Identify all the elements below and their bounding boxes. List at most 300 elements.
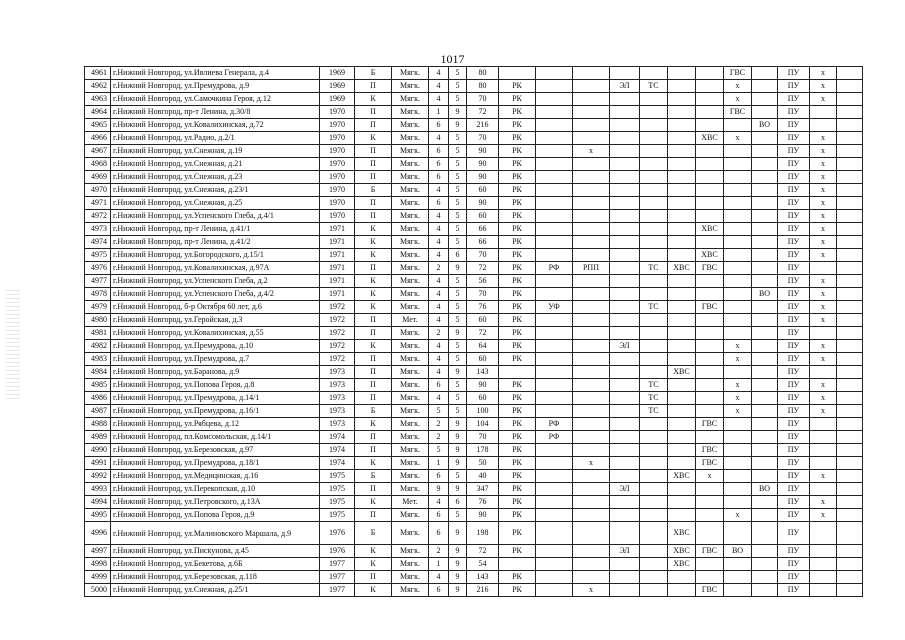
cell-floors: 5 <box>449 405 467 418</box>
table-row <box>85 80 863 93</box>
cell-mark-ts: ТС <box>640 392 668 405</box>
cell-mark-rk: РК <box>499 80 536 93</box>
table-row <box>85 145 863 158</box>
cell-mark-vo: ВО <box>752 119 778 132</box>
cell-mark-rf <box>536 470 573 483</box>
cell-row-number: 4995 <box>85 509 111 522</box>
cell-mark-gvs <box>696 431 724 444</box>
table-row <box>85 571 863 584</box>
cell-mark-x: х <box>724 132 752 145</box>
cell-mark-rk: РК <box>499 457 536 470</box>
cell-row-number: 4963 <box>85 93 111 106</box>
cell-mark-rpp <box>573 571 610 584</box>
cell-mark-pu: ПУ <box>778 392 810 405</box>
cell-mark-rk: РК <box>499 496 536 509</box>
cell-mark-x: х <box>724 392 752 405</box>
cell-mark-gvs <box>696 392 724 405</box>
building-register-table <box>84 66 863 597</box>
cell-floors: 5 <box>449 171 467 184</box>
cell-roof-type: Мягк. <box>392 327 429 340</box>
cell-year: 1975 <box>320 470 355 483</box>
cell-mark-gvs <box>696 340 724 353</box>
cell-mark-x <box>724 275 752 288</box>
cell-mark-hvs: ХВС <box>668 262 696 275</box>
cell-floors-entrances: 6 <box>429 522 449 545</box>
cell-mark-rk: РК <box>499 571 536 584</box>
table-row <box>85 158 863 171</box>
cell-floors-entrances: 4 <box>429 67 449 80</box>
cell-wall-material: П <box>355 483 392 496</box>
cell-floors: 5 <box>449 210 467 223</box>
cell-apartments: 80 <box>467 80 499 93</box>
cell-mark-el <box>610 288 640 301</box>
cell-mark-rpp <box>573 197 610 210</box>
table-row <box>85 558 863 571</box>
cell-mark-gvs: ГВС <box>696 457 724 470</box>
cell-mark-el <box>610 353 640 366</box>
cell-mark-ts: ТС <box>640 301 668 314</box>
cell-empty <box>837 509 863 522</box>
cell-mark-x: х <box>724 379 752 392</box>
cell-floors-entrances: 4 <box>429 314 449 327</box>
cell-empty <box>837 197 863 210</box>
cell-row-number: 4974 <box>85 236 111 249</box>
cell-mark-hvs <box>668 301 696 314</box>
cell-mark-rf <box>536 558 573 571</box>
cell-year: 1975 <box>320 509 355 522</box>
cell-mark-x-2: х <box>810 314 837 327</box>
cell-floors-entrances: 2 <box>429 327 449 340</box>
cell-mark-rk: РК <box>499 132 536 145</box>
cell-floors: 9 <box>449 522 467 545</box>
cell-mark-hvs <box>668 405 696 418</box>
cell-roof-type: Мягк. <box>392 119 429 132</box>
cell-row-number: 4993 <box>85 483 111 496</box>
cell-mark-gvs: ХВС <box>696 132 724 145</box>
cell-mark-rpp <box>573 184 610 197</box>
cell-apartments: 90 <box>467 171 499 184</box>
cell-mark-ts <box>640 158 668 171</box>
cell-mark-ts <box>640 584 668 597</box>
cell-address: г.Нижний Новгород, ул.Премудрова, д.14/1 <box>111 392 320 405</box>
cell-mark-ts <box>640 119 668 132</box>
cell-roof-type: Мет. <box>392 496 429 509</box>
cell-wall-material: Б <box>355 67 392 80</box>
cell-apartments: 178 <box>467 444 499 457</box>
cell-empty <box>837 418 863 431</box>
cell-mark-pu: ПУ <box>778 210 810 223</box>
cell-mark-pu: ПУ <box>778 236 810 249</box>
cell-floors: 5 <box>449 275 467 288</box>
cell-address: г.Нижний Новгород, ул.Ковалихинская, д.55 <box>111 327 320 340</box>
cell-mark-ts <box>640 470 668 483</box>
cell-mark-pu: ПУ <box>778 418 810 431</box>
cell-mark-el <box>610 496 640 509</box>
cell-mark-rpp <box>573 470 610 483</box>
cell-mark-hvs <box>668 184 696 197</box>
cell-mark-x <box>724 301 752 314</box>
cell-empty <box>837 93 863 106</box>
cell-mark-gvs <box>696 171 724 184</box>
cell-mark-pu: ПУ <box>778 470 810 483</box>
cell-empty <box>837 457 863 470</box>
cell-apartments: 72 <box>467 262 499 275</box>
cell-mark-x-2 <box>810 119 837 132</box>
cell-mark-gvs: х <box>696 470 724 483</box>
cell-roof-type: Мягк. <box>392 236 429 249</box>
cell-mark-pu: ПУ <box>778 340 810 353</box>
cell-mark-pu: ПУ <box>778 67 810 80</box>
cell-mark-el <box>610 509 640 522</box>
cell-address: г.Нижний Новгород, б-р Октября 60 лет, д.6 <box>111 301 320 314</box>
cell-floors: 5 <box>449 301 467 314</box>
cell-floors: 9 <box>449 545 467 558</box>
cell-mark-el <box>610 366 640 379</box>
cell-roof-type: Мягк. <box>392 93 429 106</box>
cell-wall-material: Б <box>355 522 392 545</box>
cell-row-number: 4961 <box>85 67 111 80</box>
cell-year: 1977 <box>320 558 355 571</box>
cell-mark-gvs <box>696 314 724 327</box>
cell-row-number: 4991 <box>85 457 111 470</box>
cell-mark-rf <box>536 522 573 545</box>
cell-floors: 9 <box>449 444 467 457</box>
cell-mark-gvs <box>696 158 724 171</box>
cell-mark-vo <box>752 405 778 418</box>
cell-mark-rpp <box>573 106 610 119</box>
table-row <box>85 119 863 132</box>
cell-mark-pu: ПУ <box>778 496 810 509</box>
cell-floors-entrances: 4 <box>429 210 449 223</box>
cell-mark-hvs <box>668 584 696 597</box>
cell-wall-material: К <box>355 418 392 431</box>
cell-mark-pu: ПУ <box>778 223 810 236</box>
cell-mark-rf <box>536 210 573 223</box>
cell-wall-material: П <box>355 379 392 392</box>
cell-mark-pu: ПУ <box>778 106 810 119</box>
cell-floors-entrances: 2 <box>429 545 449 558</box>
cell-empty <box>837 184 863 197</box>
cell-mark-vo <box>752 470 778 483</box>
cell-address: г.Нижний Новгород, ул.Успенского Глеба, д.4/1 <box>111 210 320 223</box>
cell-apartments: 90 <box>467 158 499 171</box>
cell-mark-x-2: х <box>810 145 837 158</box>
cell-mark-el <box>610 223 640 236</box>
cell-address: г.Нижний Новгород, ул.Попова Героя, д.9 <box>111 509 320 522</box>
cell-mark-x-2: х <box>810 509 837 522</box>
table-row <box>85 340 863 353</box>
cell-mark-rf <box>536 80 573 93</box>
cell-mark-rpp <box>573 545 610 558</box>
cell-apartments: 76 <box>467 496 499 509</box>
cell-roof-type: Мягк. <box>392 392 429 405</box>
cell-row-number: 4980 <box>85 314 111 327</box>
table-row <box>85 132 863 145</box>
cell-empty <box>837 584 863 597</box>
cell-year: 1977 <box>320 571 355 584</box>
cell-mark-gvs <box>696 327 724 340</box>
cell-mark-ts <box>640 288 668 301</box>
cell-mark-rk: РК <box>499 158 536 171</box>
cell-mark-rk: РК <box>499 288 536 301</box>
cell-roof-type: Мягк. <box>392 132 429 145</box>
cell-floors: 9 <box>449 327 467 340</box>
table-row <box>85 275 863 288</box>
table-row <box>85 509 863 522</box>
cell-row-number: 4984 <box>85 366 111 379</box>
cell-apartments: 50 <box>467 457 499 470</box>
cell-floors: 5 <box>449 197 467 210</box>
cell-year: 1973 <box>320 418 355 431</box>
cell-mark-vo <box>752 236 778 249</box>
cell-year: 1970 <box>320 210 355 223</box>
cell-mark-rf <box>536 119 573 132</box>
cell-floors-entrances: 4 <box>429 353 449 366</box>
cell-mark-rpp <box>573 509 610 522</box>
cell-year: 1972 <box>320 340 355 353</box>
cell-mark-vo <box>752 571 778 584</box>
cell-floors: 6 <box>449 249 467 262</box>
cell-mark-x-2 <box>810 262 837 275</box>
cell-mark-rk <box>499 558 536 571</box>
cell-mark-el <box>610 171 640 184</box>
cell-empty <box>837 132 863 145</box>
cell-floors: 9 <box>449 431 467 444</box>
cell-mark-rf <box>536 288 573 301</box>
cell-apartments: 90 <box>467 379 499 392</box>
cell-mark-x-2 <box>810 418 837 431</box>
cell-mark-gvs <box>696 353 724 366</box>
cell-mark-x-2 <box>810 483 837 496</box>
cell-mark-gvs <box>696 405 724 418</box>
cell-address: г.Нижний Новгород, ул.Березовская, д.118 <box>111 571 320 584</box>
cell-mark-vo <box>752 457 778 470</box>
cell-empty <box>837 571 863 584</box>
cell-floors: 9 <box>449 584 467 597</box>
cell-mark-x <box>724 236 752 249</box>
cell-roof-type: Мягк. <box>392 171 429 184</box>
cell-row-number: 4976 <box>85 262 111 275</box>
table-row <box>85 584 863 597</box>
cell-apartments: 198 <box>467 522 499 545</box>
cell-row-number: 4988 <box>85 418 111 431</box>
cell-address: г.Нижний Новгород, пр-т Ленина, д.41/1 <box>111 223 320 236</box>
cell-mark-rf <box>536 275 573 288</box>
cell-apartments: 347 <box>467 483 499 496</box>
cell-floors-entrances: 6 <box>429 470 449 483</box>
cell-mark-rpp <box>573 288 610 301</box>
cell-floors: 9 <box>449 483 467 496</box>
cell-address: г.Нижний Новгород, ул.Премудрова, д.16/1 <box>111 405 320 418</box>
cell-mark-x-2: х <box>810 223 837 236</box>
cell-mark-vo: ВО <box>752 288 778 301</box>
cell-mark-x-2 <box>810 366 837 379</box>
cell-row-number: 4968 <box>85 158 111 171</box>
cell-year: 1975 <box>320 496 355 509</box>
cell-mark-rf <box>536 509 573 522</box>
cell-mark-rk: РК <box>499 184 536 197</box>
cell-mark-vo <box>752 444 778 457</box>
cell-roof-type: Мет. <box>392 314 429 327</box>
cell-mark-ts <box>640 132 668 145</box>
cell-mark-rf: РФ <box>536 418 573 431</box>
cell-mark-x-2 <box>810 584 837 597</box>
cell-wall-material: П <box>355 509 392 522</box>
cell-mark-x-2 <box>810 571 837 584</box>
cell-mark-gvs: ХВС <box>696 249 724 262</box>
cell-year: 1971 <box>320 275 355 288</box>
cell-wall-material: К <box>355 288 392 301</box>
cell-mark-rpp <box>573 327 610 340</box>
cell-row-number: 4967 <box>85 145 111 158</box>
cell-mark-ts <box>640 314 668 327</box>
cell-row-number: 4970 <box>85 184 111 197</box>
cell-floors-entrances: 4 <box>429 184 449 197</box>
cell-mark-x: х <box>724 80 752 93</box>
cell-mark-pu: ПУ <box>778 545 810 558</box>
cell-mark-x <box>724 314 752 327</box>
cell-mark-ts <box>640 509 668 522</box>
cell-year: 1972 <box>320 327 355 340</box>
cell-empty <box>837 405 863 418</box>
cell-mark-pu: ПУ <box>778 444 810 457</box>
cell-apartments: 60 <box>467 184 499 197</box>
cell-roof-type: Мягк. <box>392 366 429 379</box>
cell-roof-type: Мягк. <box>392 158 429 171</box>
cell-row-number: 4977 <box>85 275 111 288</box>
cell-wall-material: П <box>355 158 392 171</box>
cell-wall-material: К <box>355 132 392 145</box>
cell-mark-gvs <box>696 483 724 496</box>
cell-wall-material: П <box>355 366 392 379</box>
cell-address: г.Нижний Новгород, ул.Самочкина Героя, д.12 <box>111 93 320 106</box>
cell-mark-hvs <box>668 223 696 236</box>
cell-mark-x-2: х <box>810 93 837 106</box>
cell-row-number: 4998 <box>85 558 111 571</box>
cell-mark-x-2: х <box>810 275 837 288</box>
cell-floors: 5 <box>449 314 467 327</box>
cell-mark-rk: РК <box>499 262 536 275</box>
cell-mark-rpp <box>573 405 610 418</box>
cell-year: 1970 <box>320 145 355 158</box>
cell-mark-x <box>724 366 752 379</box>
cell-mark-pu: ПУ <box>778 197 810 210</box>
cell-mark-hvs <box>668 340 696 353</box>
cell-mark-rk: РК <box>499 314 536 327</box>
cell-apartments: 60 <box>467 314 499 327</box>
cell-mark-rf <box>536 483 573 496</box>
cell-mark-x-2: х <box>810 184 837 197</box>
cell-mark-gvs <box>696 93 724 106</box>
cell-empty <box>837 249 863 262</box>
cell-mark-hvs <box>668 67 696 80</box>
cell-mark-rpp: РПП <box>573 262 610 275</box>
cell-wall-material: П <box>355 210 392 223</box>
cell-mark-vo <box>752 145 778 158</box>
cell-year: 1970 <box>320 132 355 145</box>
cell-floors-entrances: 2 <box>429 418 449 431</box>
cell-mark-ts <box>640 558 668 571</box>
cell-mark-rk <box>499 67 536 80</box>
cell-mark-rf: УФ <box>536 301 573 314</box>
cell-mark-hvs <box>668 314 696 327</box>
cell-mark-hvs <box>668 327 696 340</box>
cell-mark-hvs <box>668 210 696 223</box>
cell-mark-pu: ПУ <box>778 353 810 366</box>
cell-mark-gvs <box>696 366 724 379</box>
cell-mark-vo <box>752 210 778 223</box>
cell-mark-x-2: х <box>810 353 837 366</box>
cell-year: 1970 <box>320 119 355 132</box>
cell-mark-hvs <box>668 275 696 288</box>
cell-empty <box>837 158 863 171</box>
cell-mark-pu: ПУ <box>778 288 810 301</box>
cell-mark-vo <box>752 106 778 119</box>
cell-row-number: 4982 <box>85 340 111 353</box>
cell-mark-hvs <box>668 145 696 158</box>
cell-mark-rk: РК <box>499 431 536 444</box>
cell-apartments: 90 <box>467 509 499 522</box>
cell-mark-pu: ПУ <box>778 571 810 584</box>
cell-address: г.Нижний Новгород, ул.Снежная, д.23/1 <box>111 184 320 197</box>
cell-year: 1973 <box>320 379 355 392</box>
table-row <box>85 522 863 545</box>
cell-mark-rk: РК <box>499 249 536 262</box>
cell-empty <box>837 431 863 444</box>
cell-year: 1975 <box>320 483 355 496</box>
cell-mark-el: ЭЛ <box>610 340 640 353</box>
cell-mark-vo <box>752 80 778 93</box>
cell-mark-x-2: х <box>810 249 837 262</box>
cell-floors-entrances: 6 <box>429 171 449 184</box>
cell-floors-entrances: 4 <box>429 132 449 145</box>
cell-mark-el <box>610 314 640 327</box>
cell-mark-vo: ВО <box>752 483 778 496</box>
cell-floors-entrances: 4 <box>429 275 449 288</box>
cell-floors-entrances: 1 <box>429 558 449 571</box>
cell-mark-ts <box>640 67 668 80</box>
cell-mark-gvs <box>696 184 724 197</box>
cell-mark-x: ГВС <box>724 106 752 119</box>
cell-mark-hvs: ХВС <box>668 545 696 558</box>
cell-roof-type: Мягк. <box>392 522 429 545</box>
cell-mark-hvs <box>668 197 696 210</box>
cell-roof-type: Мягк. <box>392 353 429 366</box>
cell-mark-vo <box>752 509 778 522</box>
cell-year: 1971 <box>320 262 355 275</box>
cell-mark-vo <box>752 522 778 545</box>
cell-wall-material: К <box>355 584 392 597</box>
cell-address: г.Нижний Новгород, ул.Пискунова, д.45 <box>111 545 320 558</box>
cell-mark-rk: РК <box>499 301 536 314</box>
cell-floors: 9 <box>449 418 467 431</box>
cell-roof-type: Мягк. <box>392 340 429 353</box>
cell-mark-pu: ПУ <box>778 584 810 597</box>
cell-mark-vo <box>752 67 778 80</box>
cell-mark-ts <box>640 483 668 496</box>
cell-floors-entrances: 6 <box>429 197 449 210</box>
cell-mark-hvs <box>668 119 696 132</box>
cell-apartments: 143 <box>467 571 499 584</box>
table-row <box>85 405 863 418</box>
cell-mark-rf <box>536 67 573 80</box>
cell-mark-x-2: х <box>810 379 837 392</box>
cell-apartments: 54 <box>467 558 499 571</box>
cell-mark-vo <box>752 584 778 597</box>
cell-mark-rpp <box>573 249 610 262</box>
cell-floors-entrances: 4 <box>429 392 449 405</box>
cell-mark-x <box>724 522 752 545</box>
